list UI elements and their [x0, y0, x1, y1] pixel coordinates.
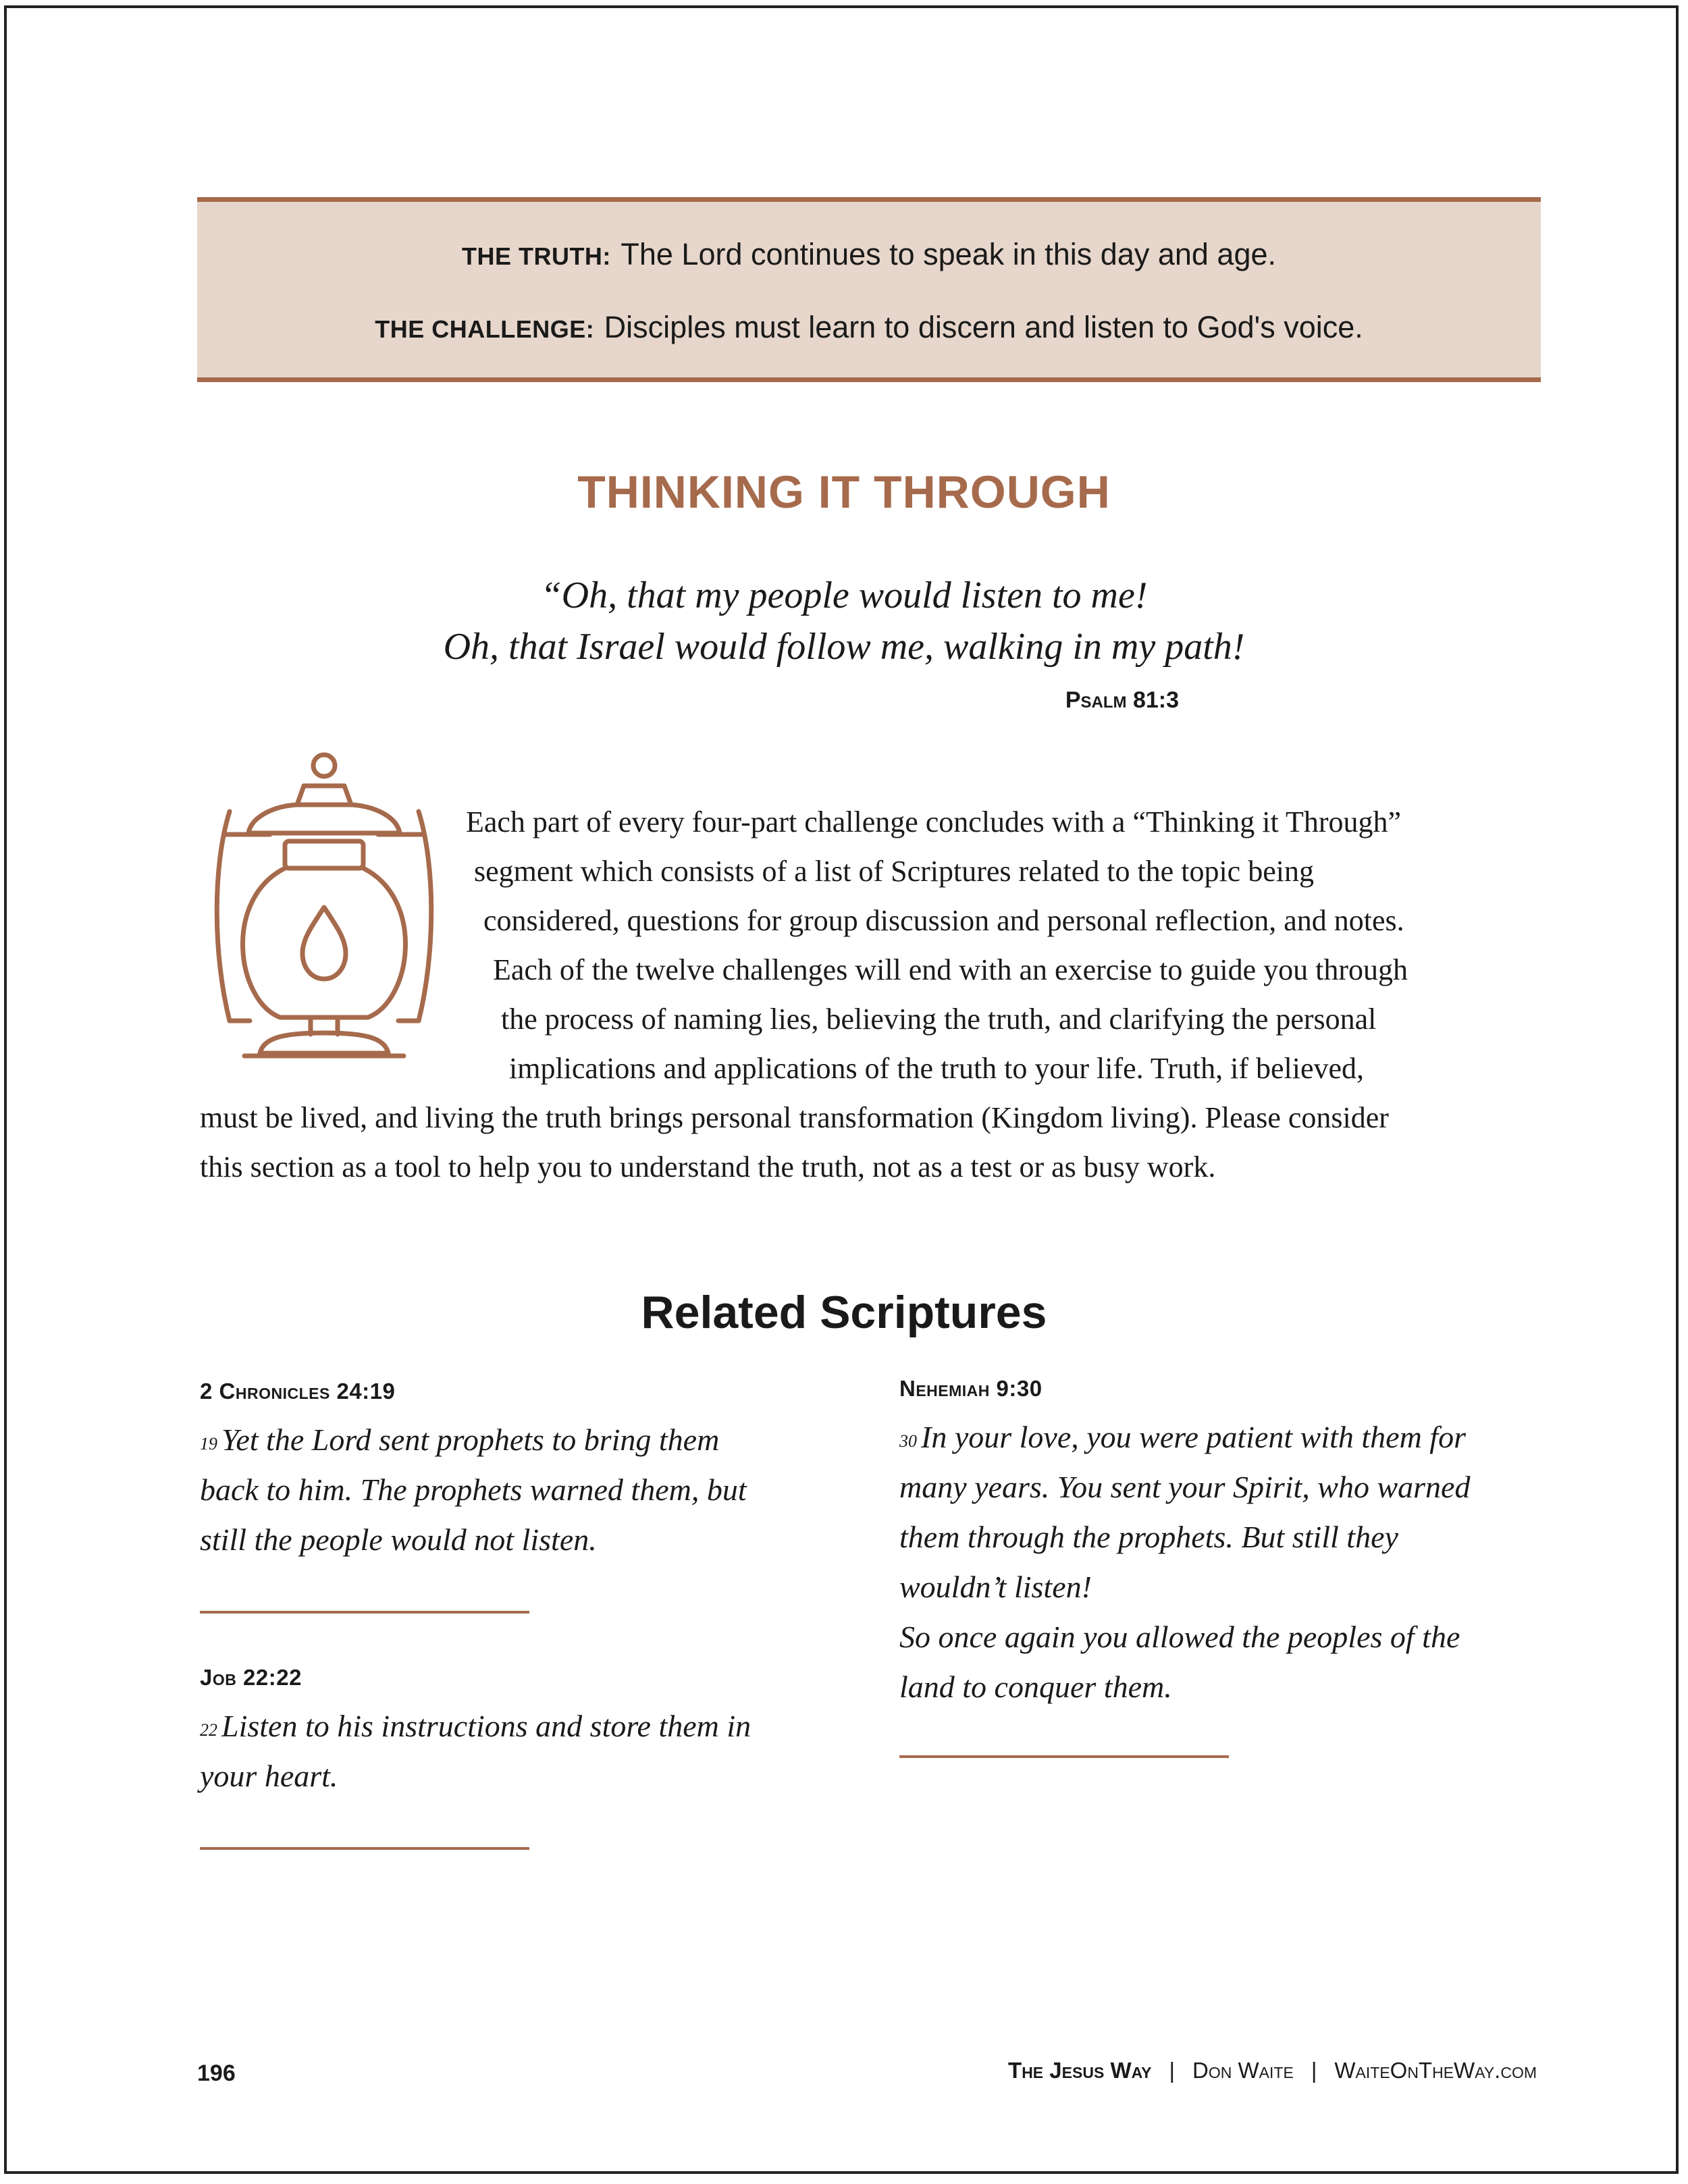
verse-text: In your love, you were patient with them for [921, 1420, 1466, 1454]
section-title: THINKING IT THROUGH [577, 467, 1111, 518]
scripture-verse [899, 1412, 1470, 1712]
intro-line-7: must be lived, and living the truth brings personal transformation (Kingdom living). Please consider [200, 1101, 1389, 1134]
challenge-label: THE CHALLENGE: [375, 315, 595, 343]
verse-number: 30 [899, 1431, 917, 1451]
scripture-reference: Nehemiah 9:30 [899, 1376, 1043, 1401]
truth-label: THE TRUTH: [461, 242, 611, 270]
verse-number: 22 [200, 1720, 217, 1740]
verse-line: back to him. The prophets warned them, but [200, 1472, 747, 1507]
verse-text: Listen to his instructions and store them in [221, 1709, 751, 1743]
book-title: The Jesus Way [1008, 2058, 1152, 2083]
divider [200, 1847, 529, 1850]
page-number: 196 [197, 2060, 236, 2086]
footer-separator: | [1311, 2058, 1317, 2083]
intro-line-4: Each of the twelve challenges will end with an exercise to guide you through [493, 953, 1408, 986]
verse-line: land to conquer them. [899, 1670, 1172, 1704]
intro-line-6: implications and applications of the truth to your life. Truth, if believed, [509, 1052, 1365, 1085]
truth-line [197, 237, 1541, 272]
verse-line: many years. You sent your Spirit, who warned [899, 1470, 1471, 1504]
scripture-verse [200, 1415, 747, 1565]
challenge-line [197, 310, 1541, 345]
verse-line [200, 1701, 751, 1751]
truth-challenge-banner [197, 197, 1541, 382]
intro-line-2: segment which consists of a list of Scriptures related to the topic being [474, 855, 1314, 888]
author-name: Don Waite [1192, 2058, 1294, 2083]
verse-line [899, 1412, 1470, 1462]
related-scriptures-title: Related Scriptures [641, 1287, 1047, 1338]
scripture-reference: 2 Chronicles 24:19 [200, 1379, 396, 1404]
verse-line [200, 1415, 747, 1465]
verse-line: your heart. [200, 1759, 338, 1793]
scripture-verse [200, 1701, 751, 1801]
verse-line: them through the prophets. But still they [899, 1520, 1398, 1554]
divider [899, 1755, 1229, 1758]
quote-line-2: Oh, that Israel would follow me, walking in my path! [443, 626, 1245, 668]
truth-text: The Lord continues to speak in this day and age. [621, 237, 1277, 271]
intro-line-3: considered, questions for group discussion and personal reflection, and notes. [483, 904, 1404, 937]
website-link[interactable]: WaiteOnTheWay.com [1334, 2058, 1537, 2083]
quote-line-1: “Oh, that my people would listen to me! [540, 575, 1148, 616]
verse-line: still the people would not listen. [200, 1522, 597, 1557]
scripture-reference: Job 22:22 [200, 1665, 302, 1690]
intro-line-1: Each part of every four-part challenge concludes with a “Thinking it Through” [466, 805, 1402, 838]
verse-number: 19 [200, 1434, 217, 1454]
divider [200, 1611, 529, 1614]
verse-line: wouldn’t listen! [899, 1570, 1092, 1604]
footer-separator: | [1169, 2058, 1176, 2083]
verse-line: So once again you allowed the peoples of the [899, 1620, 1460, 1654]
footer-credits [1008, 2058, 1537, 2083]
intro-line-5: the process of naming lies, believing the truth, and clarifying the personal [501, 1003, 1377, 1036]
quote-reference: Psalm 81:3 [1065, 687, 1179, 713]
lantern-icon [209, 751, 439, 1061]
verse-text: Yet the Lord sent prophets to bring them [221, 1422, 720, 1457]
challenge-text: Disciples must learn to discern and listen to God's voice. [604, 310, 1363, 344]
intro-line-8: this section as a tool to help you to understand the truth, not as a test or as busy work. [200, 1150, 1216, 1183]
